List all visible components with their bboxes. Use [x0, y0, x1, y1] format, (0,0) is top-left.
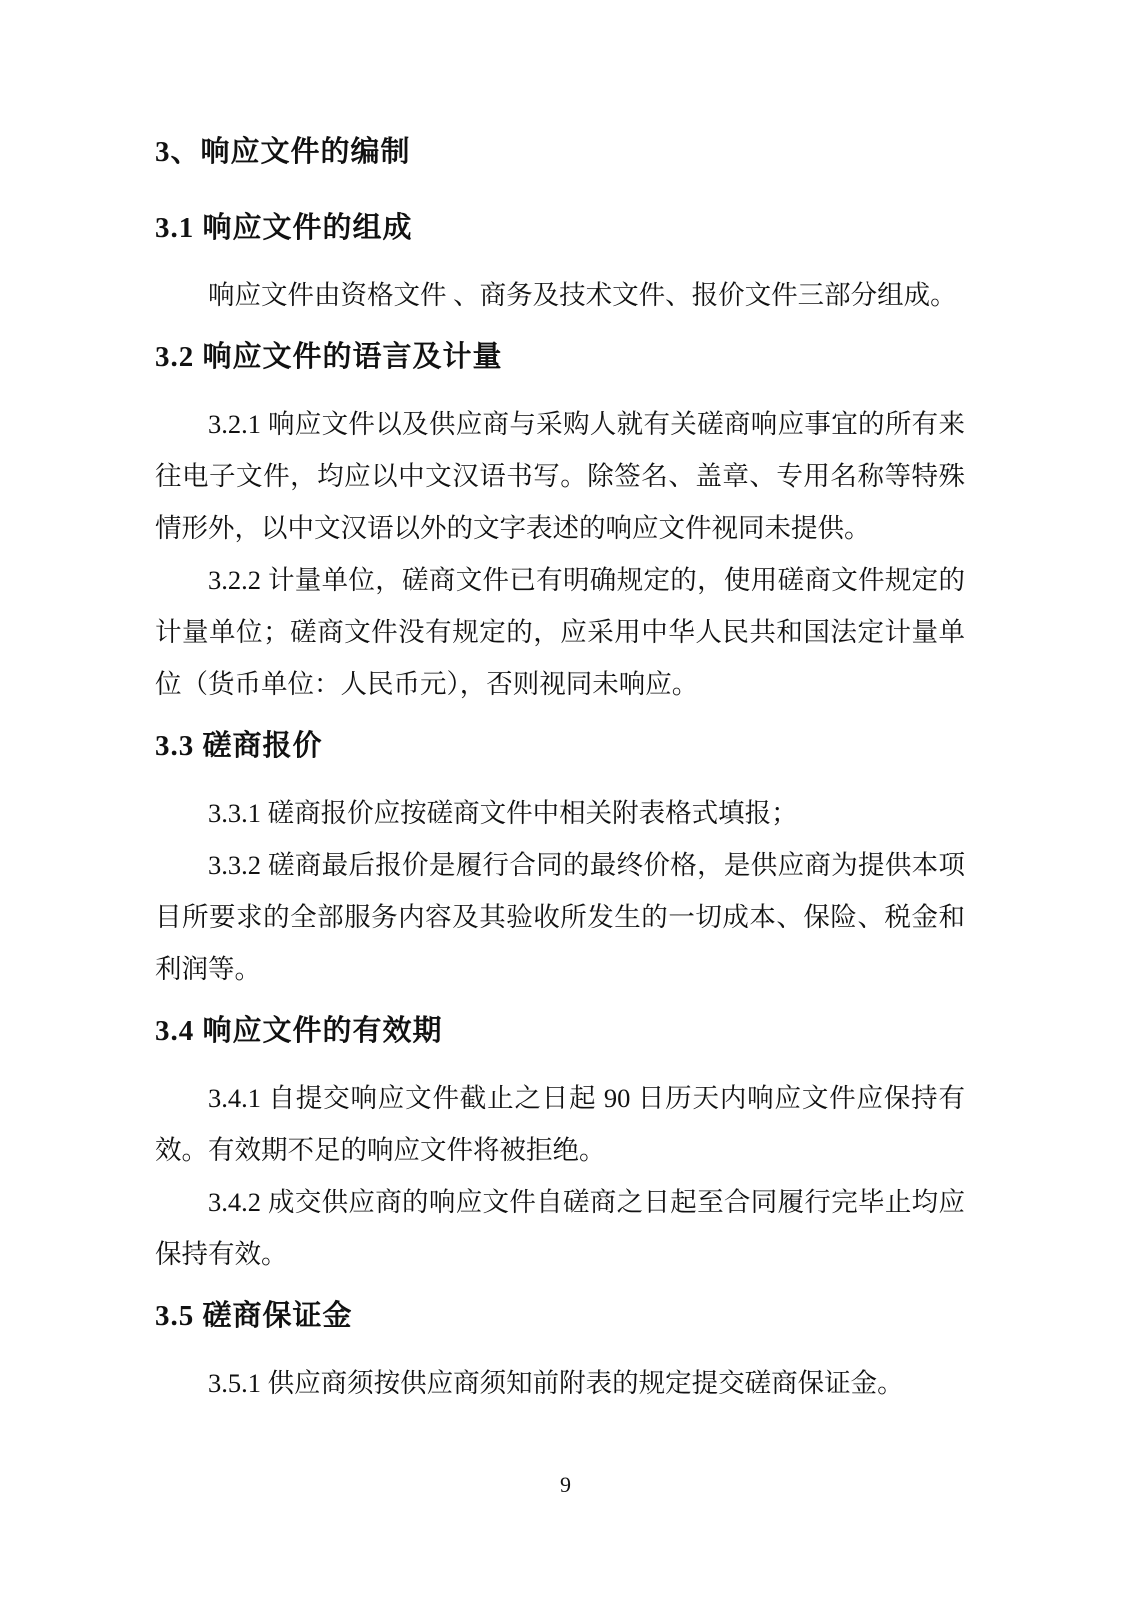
- clause-3-4-2-paragraph: 3.4.2 成交供应商的响应文件自磋商之日起至合同履行完毕止均应保持有效。: [155, 1187, 965, 1269]
- clause-3-3-2-paragraph: 3.3.2 磋商最后报价是履行合同的最终价格，是供应商为提供本项目所要求的全部服务内容及其验收所发生的一切成本、保险、税金和利润等。: [155, 850, 965, 984]
- section-3-5-heading: 3.5 磋商保证金: [155, 1300, 353, 1332]
- clause-3-3-1-paragraph: 3.3.1 磋商报价应按磋商文件中相关附表格式填报；: [208, 798, 798, 828]
- clause-3-2-2-paragraph: 3.2.2 计量单位，磋商文件已有明确规定的，使用磋商文件规定的计量单位；磋商文件没有规定的，应采用中华人民共和国法定计量单位（货币单位：人民币元），否则视同未响应。: [155, 565, 965, 699]
- clause-3-5-1-paragraph: 3.5.1 供应商须按供应商须知前附表的规定提交磋商保证金。: [208, 1368, 904, 1398]
- section-3-heading: 3、响应文件的编制: [155, 136, 411, 168]
- section-3-3-heading: 3.3 磋商报价: [155, 730, 323, 762]
- section-3-1-heading: 3.1 响应文件的组成: [155, 212, 413, 244]
- section-3-4-heading: 3.4 响应文件的有效期: [155, 1015, 443, 1047]
- clause-3-4-1-paragraph: 3.4.1 自提交响应文件截止之日起 90 日历天内响应文件应保持有效。有效期不足的响应文件将被拒绝。: [155, 1083, 965, 1165]
- section-3-2-heading: 3.2 响应文件的语言及计量: [155, 341, 503, 373]
- page-number: 9: [560, 1472, 571, 1497]
- clause-3-2-1-paragraph: 3.2.1 响应文件以及供应商与采购人就有关磋商响应事宜的所有来往电子文件，均应以中文汉语书写。除签名、盖章、专用名称等特殊情形外，以中文汉语以外的文字表述的响应文件视同未提供。: [155, 409, 965, 543]
- section-3-1-paragraph: 响应文件由资格文件 、商务及技术文件、报价文件三部分组成。: [208, 280, 957, 310]
